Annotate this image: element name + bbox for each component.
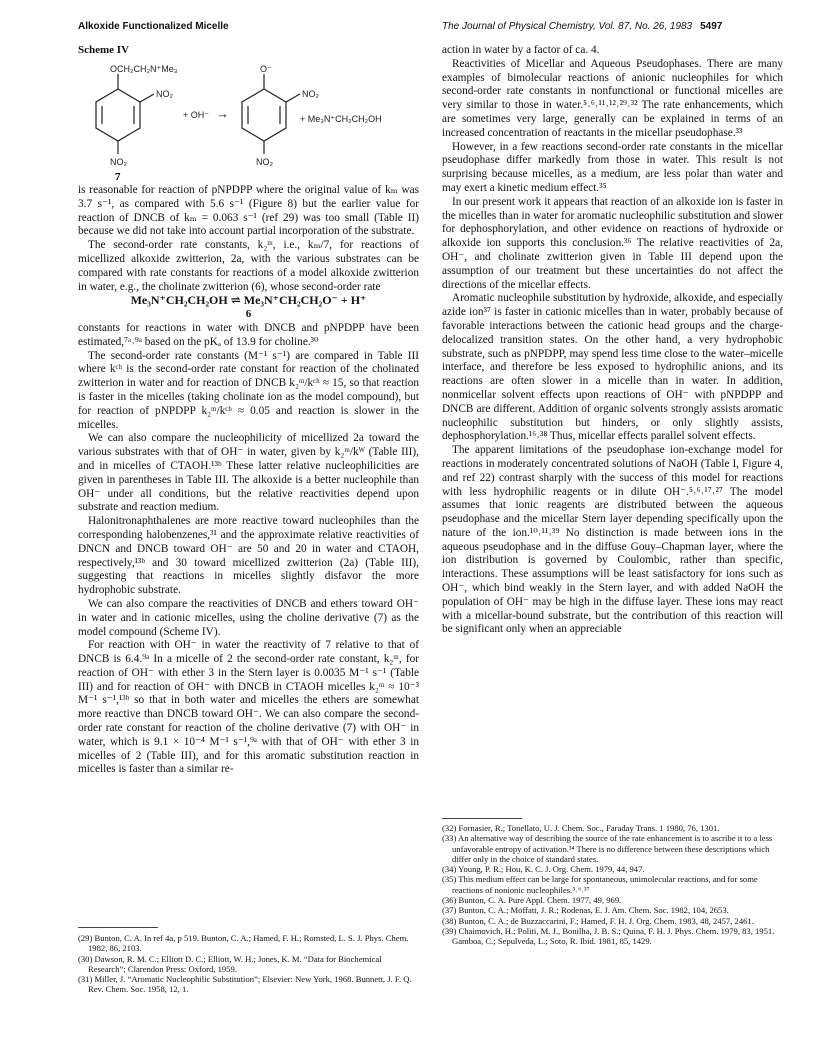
reference: (38) Bunton, C. A.; de Buzzaccarini, F.; Hamed, F. H. J. Org. Chem. 1983, 48, 2457, 2461. — [442, 915, 754, 926]
paragraph: constants for reactions in water with DNCB and pNPDPP have been estimated,⁷ᵃ˒⁹ᵃ based on the pKₐ of 13.9 for choline.³⁰ — [78, 321, 419, 348]
right-column — [442, 44, 783, 637]
reference: (33) An alternative way of describing the source of the rate enhancement is to ascribe it to a less unfavorable entropy of activation.³⁴ There is no difference between these descriptions which differ only in the choice of standard states. — [442, 833, 773, 864]
paragraph: For reaction with OH⁻ in water the reactivity of 7 relative to that of DNCB is 6.4.⁹ᵃ In a micelle of 2 the second-order rate constant, k₂ᵐ, for reaction of OH⁻ with ether 3 in the Stern layer is 0.0035 M⁻¹ s⁻¹ (Table III) and for reaction of OH⁻ with DNCB in CTAOH micelles k₂ᵐ ≈ 10⁻³ M⁻¹ s⁻¹,¹³ᵇ so that in both water and micelles the ethers are somewhat more reactive than DNCB toward OH⁻. We can also compare the second-order rate constant for reaction of the choline derivative (7) with OH⁻ in water, which is 9.1 × 10⁻⁴ M⁻¹ s⁻¹,⁹ᵃ with that of OH⁻ with ether 3 in micelles of 2 (Table III), and for this aromatic substitution reaction in micelles is faster than a similar re- — [78, 639, 419, 776]
reference: (31) Miller, J. “Aromatic Nucleophilic Substitution”; Elsevier: New York, 1968. Bunnett, J. F. Q. Rev. Chem. Soc. 1958, 12, 1. — [78, 974, 412, 995]
paragraph: Aromatic nucleophile substitution by hydroxide, alkoxide, and especially azide ion³⁷ is faster in cationic micelles than in water, probably because of favorable interactions between the cationic head groups and the charge-delocalized transition states. On the other hand, a very hydrophobic substrate, such as pNPDPP, may spend less time close to the water–micelle interface, and therefore be less exposed to hydrophilic anions, and its reactions are often slower in a micelle than in water. In addition, nonmicellar solvent effects upon reactions of OH⁻ with pNPDPP and DNCB are different. Addition of organic solvents strongly assists aromatic nucleophilic substitution but hinders, or only slightly assists, dephosphorylation.¹⁶˒³⁸ Thus, micellar effects parallel solvent effects. — [442, 292, 783, 443]
reference: (29) Bunton, C. A. In ref 4a, p 519. Bunton, C. A.; Hamed, F. H.; Romsted, L. S. J. Phys. Chem. 1982, 86, 2103. — [78, 933, 409, 954]
reference: (30) Dawson, R. M. C.; Elliott D. C.; Elliott, W. H.; Jones, K. M. “Data for Biochemical Research”; Clarendon Press: Oxford, 1959. — [78, 953, 382, 974]
phenoxide-o-minus: O⁻ — [260, 64, 272, 74]
scheme-title: Scheme IV — [78, 44, 130, 56]
product-no2-para: NO₂ — [256, 157, 273, 167]
paragraph: Reactivities of Micellar and Aqueous Pseudophases. There are many examples of bimolecular reactions of anionic nucleophiles for which second-order rate constants in nonfunctional or functional micelles are very similar to those in water.⁵˒⁶˒¹¹˒¹²˒²⁹˒³² The rate enhancements, which are sometimes very large, generally can be explained in terms of an increased concentration of reactants in the micellar pseudophase.³³ — [442, 57, 783, 139]
paragraph: We can also compare the nucleophilicity of micellized 2a toward the various substrates with that of OH⁻ in water, given by k₂ᵐ/kᵂ (Table III), and in micelles of CTAOH.¹³ᵇ These latter relative nucleophilicities are given in parentheses in Table III. The alkoxide is a better nucleophile than OH⁻ under all conditions, but the relative reactivities depend upon substrate and reaction medium. — [78, 432, 419, 514]
compound-number-7: 7 — [115, 171, 121, 183]
reaction-arrow: → — [216, 106, 229, 121]
reference: (32) Fornasier, R.; Tonellato, U. J. Chem. Soc., Faraday Trans. 1 1980, 76, 1301. — [442, 823, 720, 833]
ether-substituent: OCH₂CH₂N⁺Me₃ — [110, 64, 178, 74]
reference: (34) Young, P. R.; Hou, K. C. J. Org. Chem. 1979, 44, 947. — [442, 864, 645, 875]
equation-number: 6 — [245, 308, 252, 321]
choline-product: + Me₃N⁺CH₂CH₂OH — [300, 114, 382, 124]
paragraph: The second-order rate constants, k₂ᵐ, i.e., kₘ/7, for reactions of micellized alkoxide zwitterion, 2a, with the various substrates can be compared with rate constants for reactions of a model alkoxide zwitterion in water, e.g., the cholinate zwitterion (6), whose second-order rate — [78, 239, 419, 293]
reference: (36) Bunton, C. A. Pure Appl. Chem. 1977, 49, 969. — [442, 895, 622, 906]
equilibrium-equation: Me₃N⁺CH₂CH₂OH ⇌ Me₃N⁺CH₂CH₂O⁻ + H⁺ — [130, 293, 367, 308]
paragraph: We can also compare the reactivities of DNCB and ethers toward OH⁻ in water and in cationic micelles, using the choline derivative (7) as the model compound (Scheme IV). — [78, 597, 419, 638]
paragraph: Halonitronaphthalenes are more reactive toward nucleophiles than the corresponding halobenzenes,³¹ and the approximate relative reactivities of DNCN and DNCB toward OH⁻ are 50 and 20 in water and CTAOH, respectively,¹³ᵇ and 30 toward micellized zwitterion (2a) (Table III), suggesting that reactions in micelles slightly disfavor the more hydrophobic substrate. — [78, 515, 419, 597]
hydroxide-reagent: + OH⁻ — [183, 110, 210, 120]
paragraph: action in water by a factor of ca. 4. — [442, 44, 600, 56]
left-column — [78, 184, 419, 777]
scheme-iv — [78, 44, 418, 184]
page-number: 5497 — [700, 21, 723, 32]
running-head: Alkoxide Functionalized Micelle — [78, 21, 229, 32]
paragraph: The apparent limitations of the pseudophase ion-exchange model for reactions in moderately concentrated solutions of NaOH (Table I, Figure 4, and ref 22) contrast sharply with the success of this model for reactions with less hydrophilic reagents or in dilute OH⁻.⁵˒⁶˒¹⁷˒²⁷ The model assumes that ionic reagents are distributed between the aqueous pseudophase and the micellar Stern layer depending specifically upon the nature of the ion.¹⁰˒¹¹˒³⁹ No distinction is made between ions in the aqueous pseudophase and in the diffuse Gouy–Chapman layer, where the ion distribution is governed by Coulombic, rather than specific, interactions. These assumptions will be least satisfactory for ions such as OH⁻, which bind weakly in the Stern layer, and with added NaOH the population of OH⁻ may be high in the diffuse layer. These ions may react with a micellar-bound substrate, but the contribution of this reaction will be significant only when an appreciable — [442, 444, 783, 636]
left-references — [78, 933, 419, 995]
journal-citation: The Journal of Physical Chemistry, Vol. 87, No. 26, 1983 5497 — [442, 21, 723, 32]
reactant-no2-ortho: NO₂ — [156, 89, 173, 99]
footnote-rule — [78, 927, 158, 928]
right-references — [442, 823, 783, 947]
paragraph: However, in a few reactions second-order rate constants in the micellar pseudophase differ markedly from those in water. This result is not surprising because micelles, as a medium, are less polar than water and may exert a kinetic medium effect.³⁵ — [442, 140, 783, 194]
reactant-no2-para: NO₂ — [110, 157, 127, 167]
paragraph: The second-order rate constants (M⁻¹ s⁻¹) are compared in Table III where kᶜʰ is the second-order rate constant for reaction of the cholinated zwitterion in water and for reaction of DNCB k₂ᵐ/kᶜʰ ≈ 15, so that reaction is faster in the micelles (taking cholinate ion as the model compound), but for reaction of pNPDPP k₂ᵐ/kᶜʰ ≈ 0.05 and reaction is slower in the micelles. — [78, 349, 419, 431]
reference: (37) Bunton, C. A.; Moffatt, J. R.; Rodenas, E. J. Am. Chem. Soc. 1982, 104, 2653. — [442, 905, 729, 916]
footnote-rule — [442, 818, 522, 819]
paragraph: In our present work it appears that reaction of an alkoxide ion is faster in the micelles than in water for aromatic nucleophilic substitution and slower for dephosphorylation, and other evidence on reactions of hydroxide or alkoxide ion supports this conclusion.³⁶ The relative reactivities of 2a, OH⁻, and cholinate zwitterion given in Table III depend upon the assumption of our treatment but these uncertainties do not affect the directions of the micellar effects. — [442, 195, 783, 291]
reference: (39) Chaimovich, H.; Politi, M. J., Bonilha, J. B. S.; Quina, F. H. J. Phys. Chem. 1979, 83, 1951. Gamboa, C.; Sepulveda, L.; Soto, R. Ibid. 1981, 85, 1429. — [442, 925, 775, 947]
product-no2-ortho: NO₂ — [302, 89, 319, 99]
reference: (35) This medium effect can be large for spontaneous, unimolecular reactions, and for some reactions of nonionic nucleophiles.⁵˒⁶˒³⁷ — [442, 874, 758, 895]
scheme-drawing — [78, 44, 418, 184]
paragraph: is reasonable for reaction of pNPDPP where the original value of kₘ was 3.7 s⁻¹, as compared with 5.6 s⁻¹ (Figure 8) but the earlier value for reaction of DNCB of kₘ = 0.063 s⁻¹ (ref 29) was too small (Table II) because we did not take into account partial incorporation of the substrate. — [78, 184, 419, 238]
